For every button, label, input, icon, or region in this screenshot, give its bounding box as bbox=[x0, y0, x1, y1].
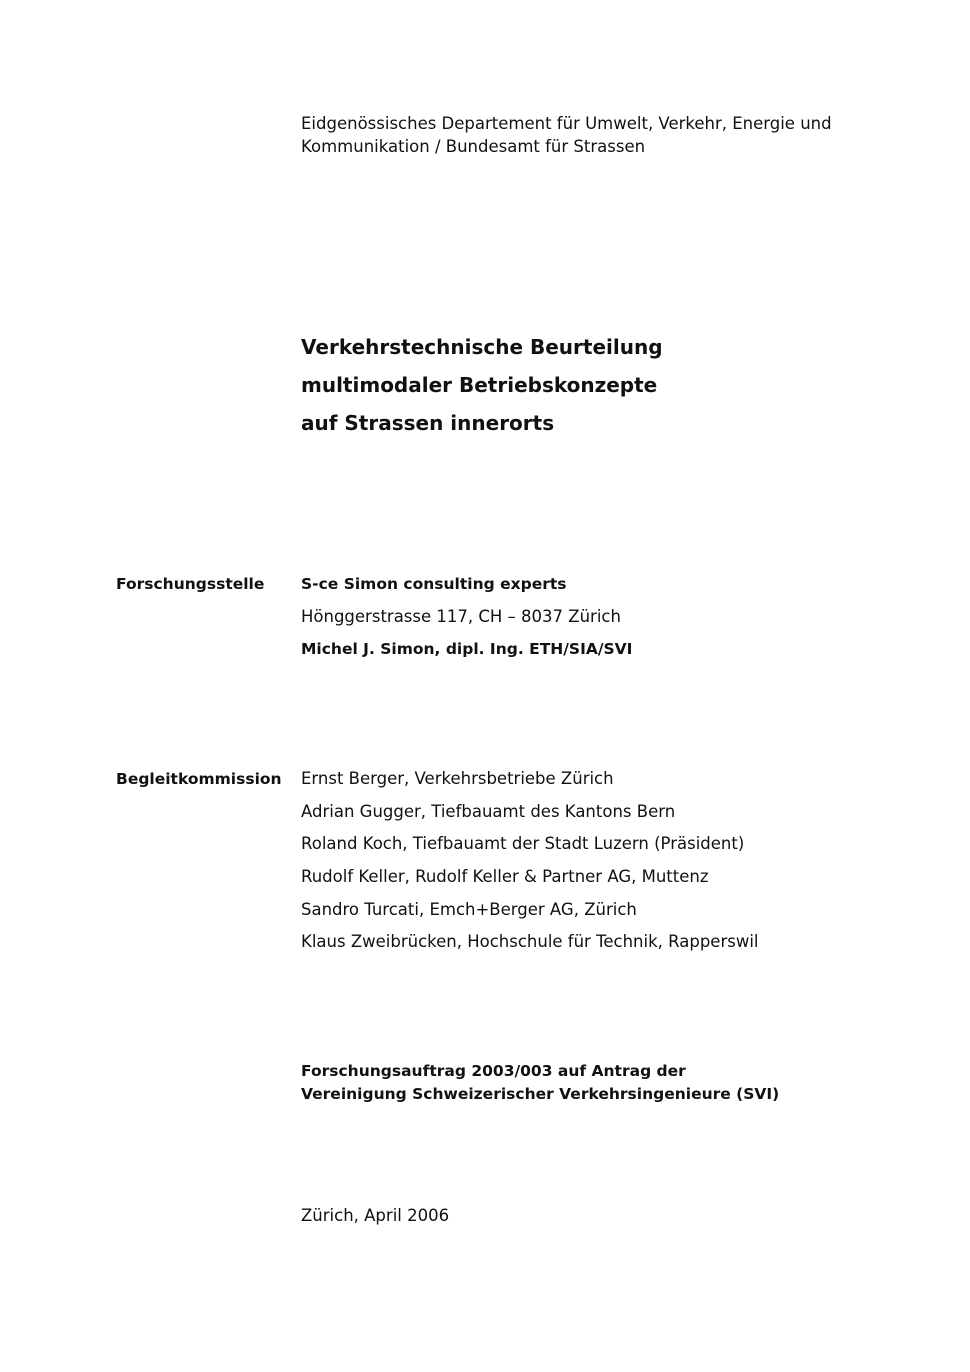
mandate-line-2: Vereinigung Schweizerischer Verkehrsingenieure (SVI) bbox=[301, 1085, 780, 1103]
commission-member: Rudolf Keller, Rudolf Keller & Partner AG, Muttenz bbox=[301, 867, 709, 887]
commission-member: Klaus Zweibrücken, Hochschule für Technik, Rapperswil bbox=[301, 932, 759, 952]
research-office-details bbox=[301, 573, 921, 671]
place-date: Zürich, April 2006 bbox=[301, 1206, 450, 1225]
report-title bbox=[301, 328, 921, 442]
title-line-3: auf Strassen innerorts bbox=[301, 411, 555, 435]
research-office-label: Forschungsstelle bbox=[116, 575, 265, 593]
ministry-line-1: Eidgenössisches Departement für Umwelt, Verkehr, Energie und bbox=[301, 114, 832, 133]
commission-label: Begleitkommission bbox=[116, 770, 282, 788]
mandate-line-1: Forschungsauftrag 2003/003 auf Antrag der bbox=[301, 1062, 686, 1080]
ministry-line-2: Kommunikation / Bundesamt für Strassen bbox=[301, 137, 646, 156]
research-office-name: S-ce Simon consulting experts bbox=[301, 575, 567, 593]
commission-member: Sandro Turcati, Emch+Berger AG, Zürich bbox=[301, 899, 637, 919]
commission-member: Roland Koch, Tiefbauamt der Stadt Luzern (Präsident) bbox=[301, 834, 745, 854]
commission-member: Adrian Gugger, Tiefbauamt des Kantons Bern bbox=[301, 801, 676, 821]
ministry-header bbox=[301, 112, 921, 158]
research-mandate bbox=[301, 1060, 921, 1106]
commission-member: Ernst Berger, Verkehrsbetriebe Zürich bbox=[301, 769, 614, 788]
commission-members bbox=[301, 768, 921, 964]
research-office-contact: Michel J. Simon, dipl. Ing. ETH/SIA/SVI bbox=[301, 640, 633, 658]
title-line-2: multimodaler Betriebskonzepte bbox=[301, 373, 658, 397]
title-line-1: Verkehrstechnische Beurteilung bbox=[301, 335, 663, 359]
research-office-address: Hönggerstrasse 117, CH – 8037 Zürich bbox=[301, 606, 621, 626]
